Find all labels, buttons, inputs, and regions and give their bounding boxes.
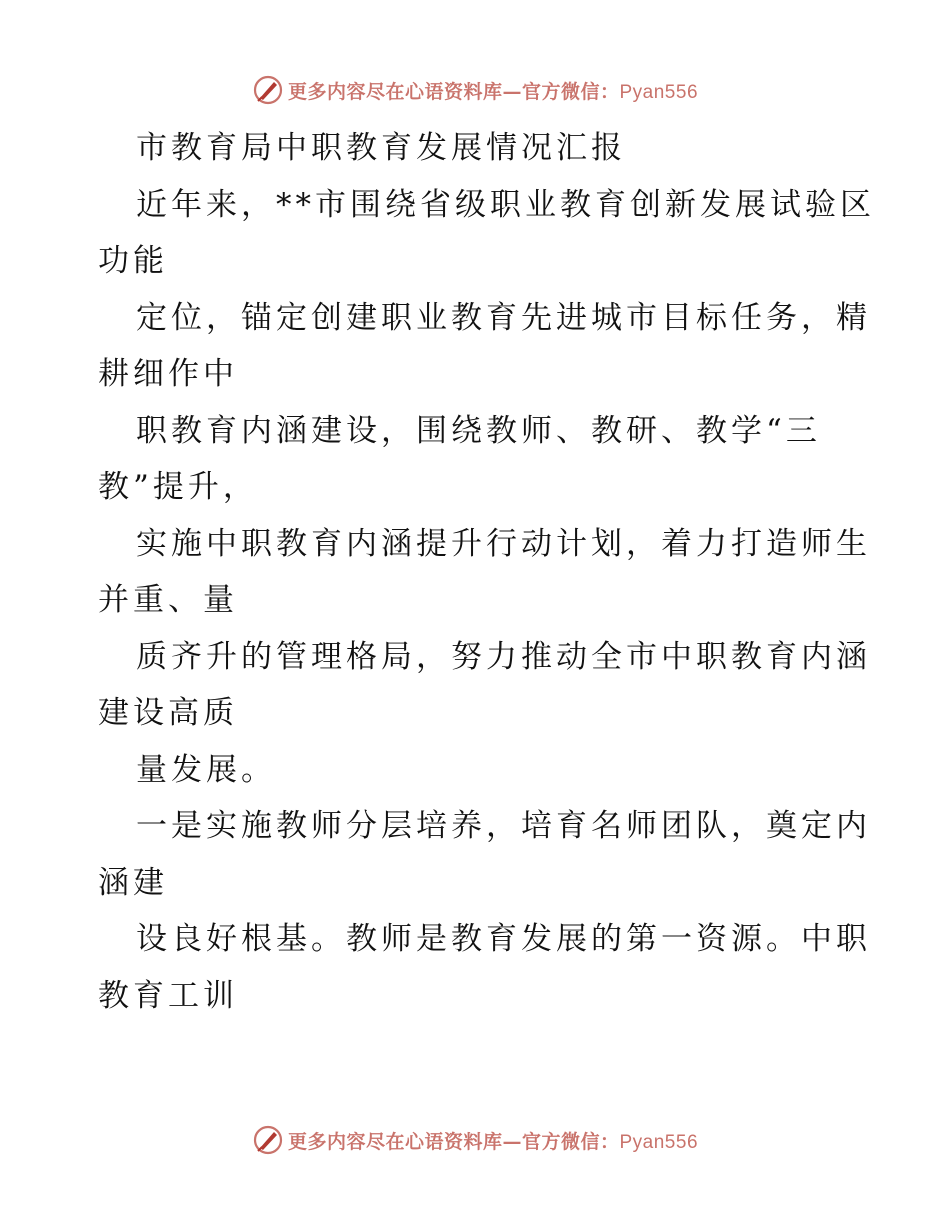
paragraph-line: 量发展。 xyxy=(136,751,276,788)
document-title: 市教育局中职教育发展情况汇报 xyxy=(136,130,626,166)
paragraph-line: 并重、量 xyxy=(98,582,238,618)
paragraph-line: 一是实施教师分层培养，培育名师团队，奠定内 xyxy=(136,808,871,844)
watermark-banner-top xyxy=(0,70,950,110)
paragraph-line: 实施中职教育内涵提升行动计划，着力打造师生 xyxy=(136,525,871,562)
paragraph-line: 教”提升， xyxy=(98,469,258,505)
paragraph-line: 质齐升的管理格局，努力推动全市中职教育内涵 xyxy=(136,638,871,675)
feather-pen-logo-icon xyxy=(252,1124,284,1156)
paragraph-line: 耕细作中 xyxy=(98,356,238,392)
paragraph-line: 近年来，**市围绕省级职业教育创新发展试验区 xyxy=(136,186,875,223)
wechat-id: Pyan556 xyxy=(619,1131,699,1153)
watermark-text: 更多内容尽在心语资料库—官方微信：Pyan556 xyxy=(287,80,699,103)
paragraph-line: 教育工训 xyxy=(98,977,238,1014)
paragraph-line: 建设高质 xyxy=(98,695,238,731)
paragraph-line: 涵建 xyxy=(98,864,168,901)
paragraph-line: 定位，锚定创建职业教育先进城市目标任务，精 xyxy=(136,299,871,336)
feather-pen-logo-icon xyxy=(252,74,284,106)
wechat-id: Pyan556 xyxy=(619,81,699,103)
document-body xyxy=(98,120,875,1024)
paragraph-line: 设良好根基。教师是教育发展的第一资源。中职 xyxy=(136,921,871,957)
paragraph-line: 功能 xyxy=(98,243,168,279)
watermark-banner-bottom xyxy=(0,1120,950,1160)
watermark-text: 更多内容尽在心语资料库—官方微信：Pyan556 xyxy=(287,1130,699,1153)
paragraph-line: 职教育内涵建设，围绕教师、教研、教学“三 xyxy=(136,412,821,449)
